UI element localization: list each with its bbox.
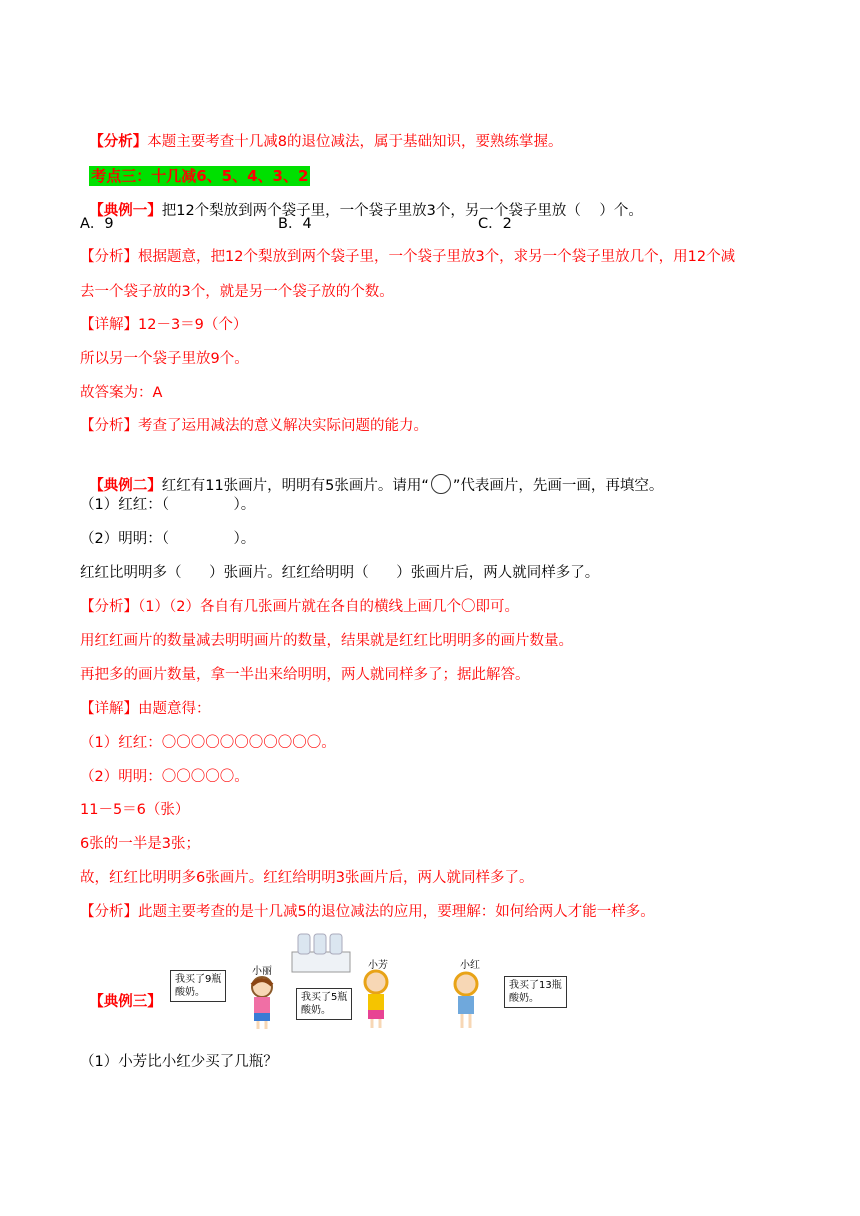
analysis-2-line-c: 再把多的画片数量，拿一半出来给明明，两人就同样多了；据此解答。 xyxy=(80,667,530,683)
detail-2-line-b: （1）红红：〇〇〇〇〇〇〇〇〇〇〇。 xyxy=(80,735,336,751)
detail-1-line-c: 故答案为：A xyxy=(80,385,163,401)
analysis-text: 本题主要考查十几减8的退位减法，属于基础知识，要熟练掌握。 xyxy=(147,134,563,150)
detail-2-line-d: 11－5＝6（张） xyxy=(80,802,190,818)
question-2-2: （2）明明：（ ）。 xyxy=(80,531,256,547)
option-a: A．9 xyxy=(80,216,114,232)
girl-2-name: 小芳 xyxy=(368,960,388,971)
analysis-1-line-b: 去一个袋子放的3个，就是另一个袋子放的个数。 xyxy=(80,284,394,300)
detail-2-line-c: （2）明明：〇〇〇〇〇。 xyxy=(80,769,249,785)
detail-2-line-a: 【详解】由题意得： xyxy=(80,701,211,717)
detail-1-line-b: 所以另一个袋子里放9个。 xyxy=(80,351,249,367)
detail-1-line-a: 【详解】12－3＝9（个） xyxy=(80,317,248,333)
girl-2-figure xyxy=(356,968,396,1030)
example-1-question xyxy=(80,181,643,221)
analysis-2-line-d: 【分析】此题主要考查的是十几减5的退位减法的应用，要理解：如何给两人才能一样多。 xyxy=(80,904,655,920)
girl-1-figure xyxy=(242,975,282,1030)
question-2-3: 红红比明明多（ ）张画片。红红给明明（ ）张画片后，两人就同样多了。 xyxy=(80,565,600,581)
girl-3-speech-bubble: 我买了13瓶 酸奶。 xyxy=(504,976,567,1008)
girl-1-name: 小丽 xyxy=(252,966,272,977)
question-2-1: （1）红红：（ ）。 xyxy=(80,497,256,513)
circle-icon xyxy=(431,474,451,494)
section-title: 考点三：十几减6、5、4、3、2 xyxy=(91,167,309,185)
girl-3-figure xyxy=(446,970,486,1030)
option-c: C．2 xyxy=(478,216,512,232)
option-b: B．4 xyxy=(278,216,312,232)
example-2-tag: 【典例二】 xyxy=(89,478,162,494)
analysis-2-line-a: 【分析】（1）（2）各自有几张画片就在各自的横线上画几个〇即可。 xyxy=(80,599,519,615)
analysis-tag: 【分析】 xyxy=(89,134,148,150)
example-1-tag: 【典例一】 xyxy=(89,203,162,219)
milk-box-icon xyxy=(290,930,352,975)
example-1-text: 把12个梨放到两个袋子里，一个袋子里放3个，另一个袋子里放（ ）个。 xyxy=(161,203,643,219)
question-3-1: （1）小芳比小红少买了几瓶？ xyxy=(80,1054,278,1070)
example-2-question xyxy=(80,454,663,496)
example-2-text-b: ”代表画片，先画一画，再填空。 xyxy=(452,478,664,494)
example-3-tag: 【典例三】 xyxy=(89,994,162,1010)
detail-2-line-f: 故，红红比明明多6张画片。红红给明明3张画片后，两人就同样多了。 xyxy=(80,870,534,886)
analysis-2-line-b: 用红红画片的数量减去明明画片的数量，结果就是红红比明明多的画片数量。 xyxy=(80,633,573,649)
analysis-1-line-c: 【分析】考查了运用减法的意义解决实际问题的能力。 xyxy=(80,418,428,434)
girl-1-speech-bubble: 我买了9瓶 酸奶。 xyxy=(170,970,226,1002)
detail-2-line-e: 6张的一半是3张； xyxy=(80,836,200,852)
girl-3-name: 小红 xyxy=(460,960,480,971)
example-3-illustration xyxy=(80,930,500,1040)
analysis-1-line-a: 【分析】根据题意，把12个梨放到两个袋子里，一个袋子里放3个，求另一个袋子里放几个，用12个减 xyxy=(80,249,736,265)
girl-2-speech-bubble: 我买了5瓶 酸奶。 xyxy=(296,988,352,1020)
example-2-text-a: 红红有11张画片，明明有5张画片。请用“ xyxy=(161,478,429,494)
